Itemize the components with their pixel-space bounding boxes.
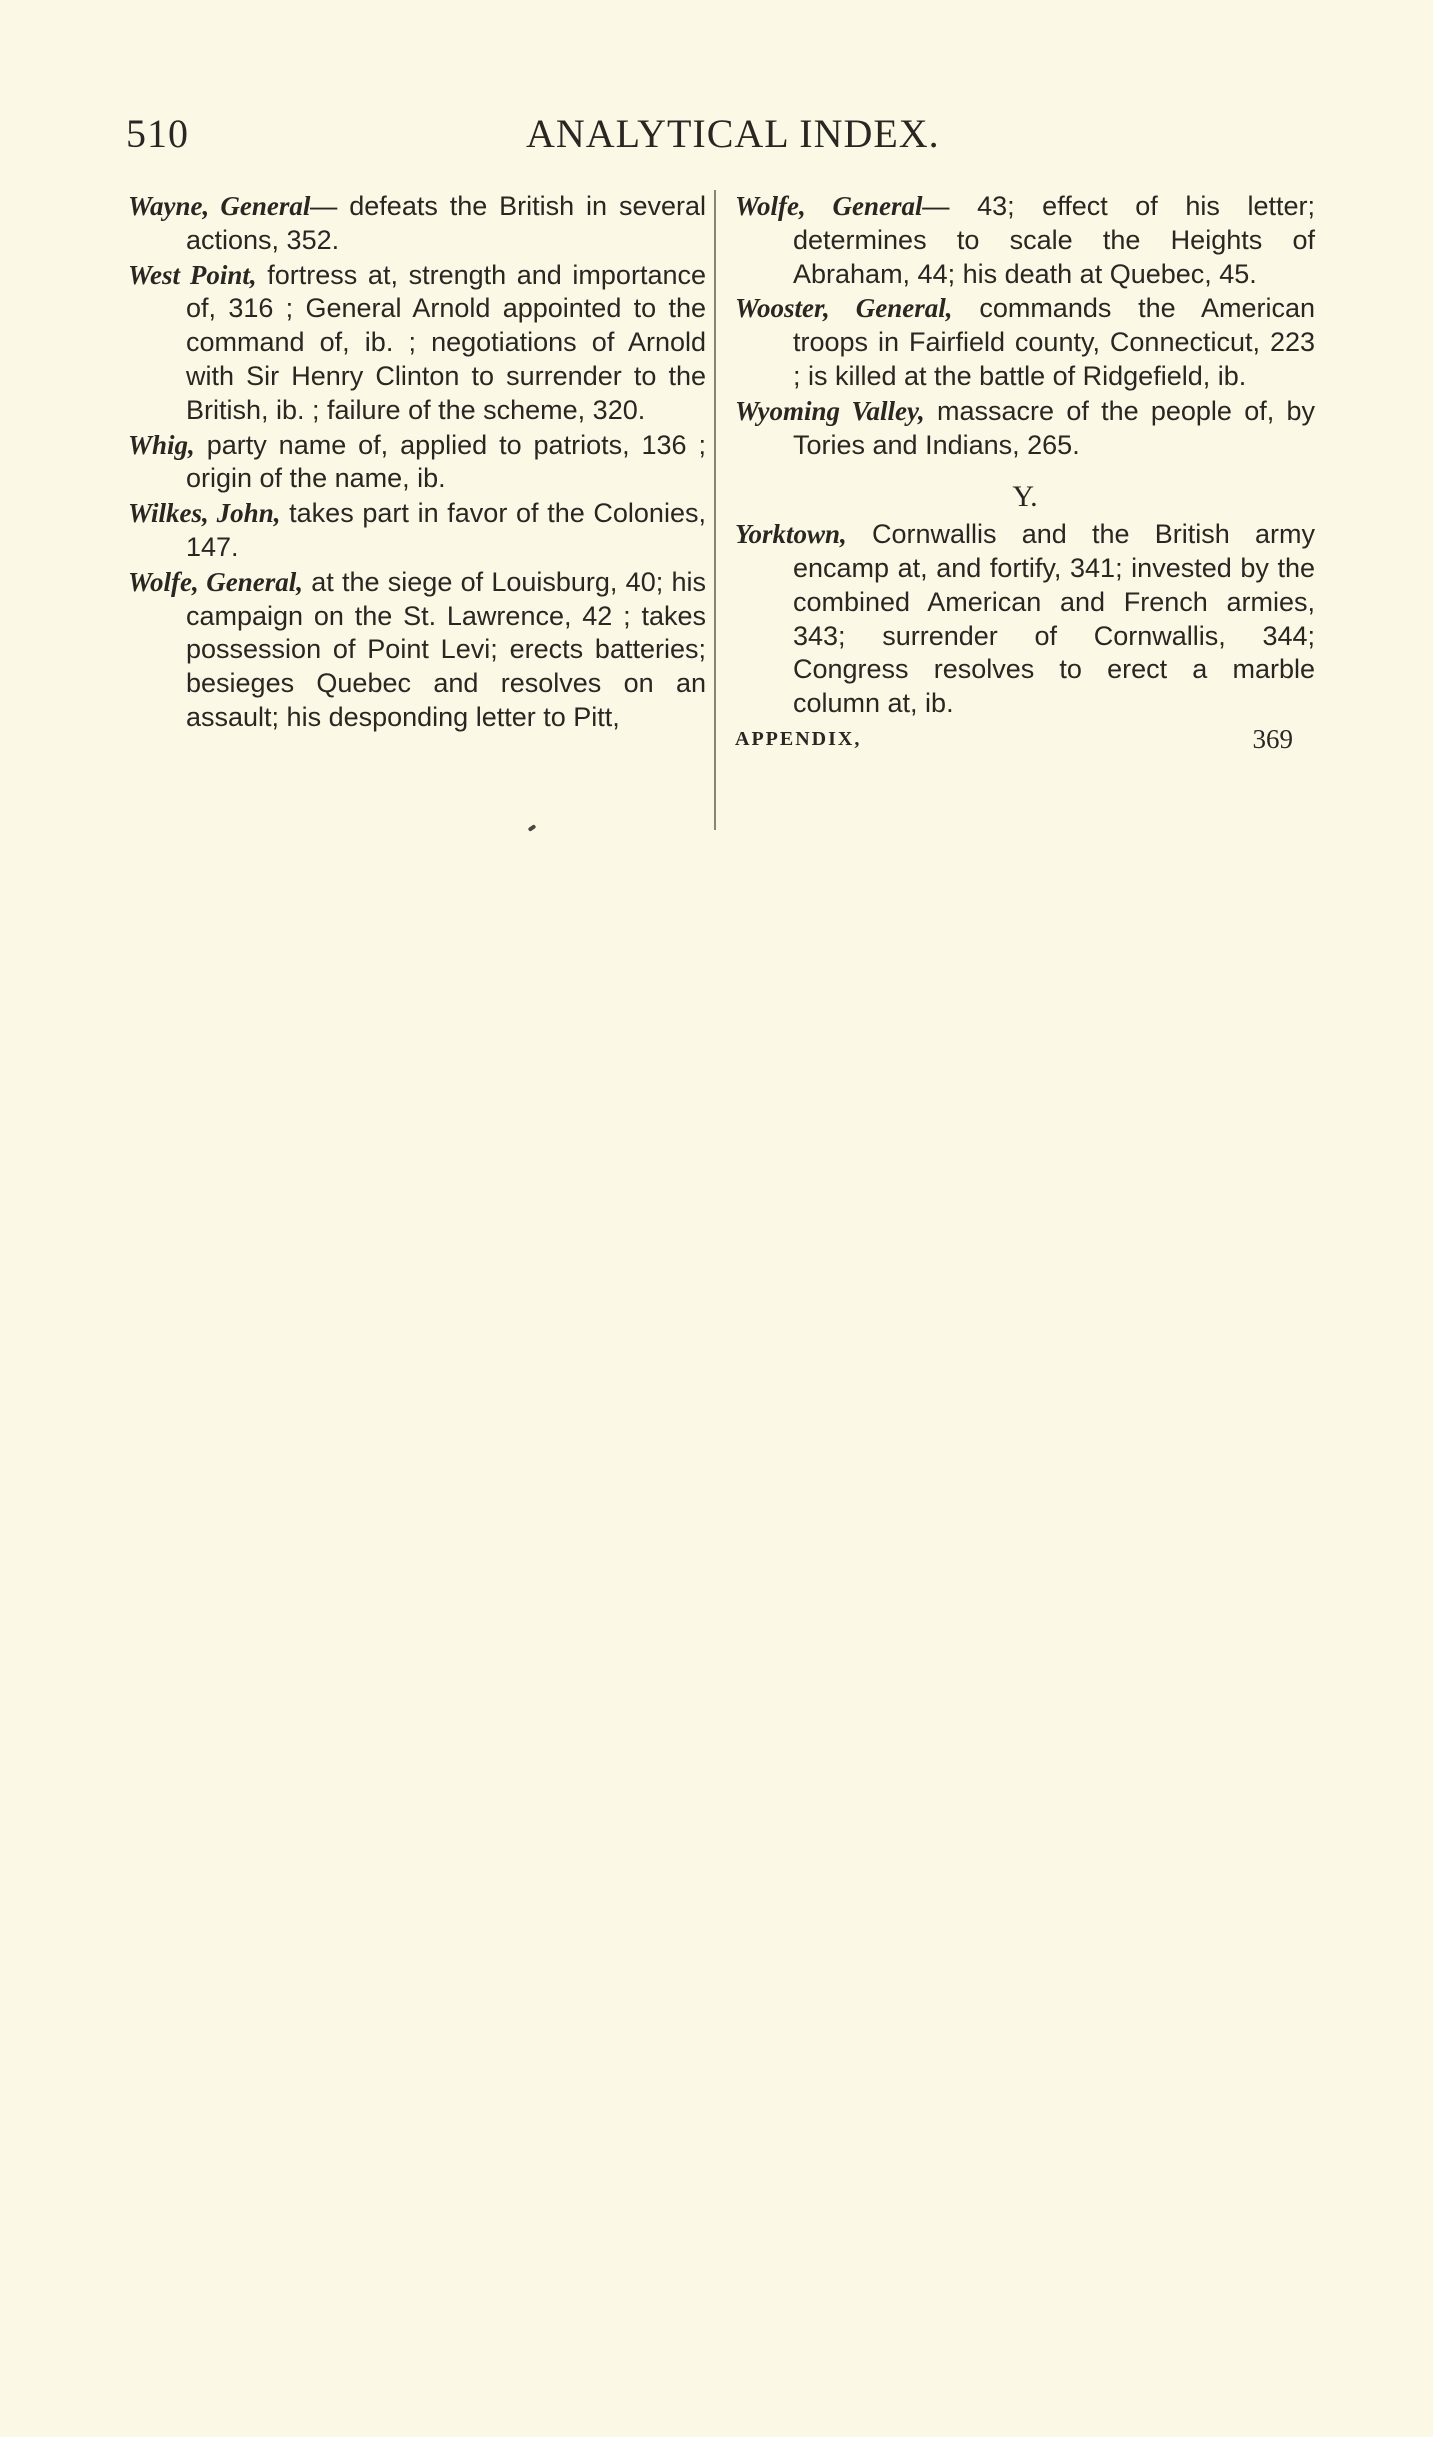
entry-text: fortress at, strength and importance of, 316 ; General Arnold appointed to the command of, ib. ; negotiations of Arnold with Sir Henry Clinton to surrender to the British, ib. ; failure of the scheme, 320. [186, 259, 706, 425]
column-footer [735, 723, 1315, 757]
index-column-left [128, 190, 706, 735]
index-entry [735, 292, 1315, 393]
section-letter: Y. [1012, 480, 1038, 514]
index-entry [128, 429, 706, 497]
appendix-page-number: 369 [1252, 723, 1293, 754]
entry-head: Wolfe, General, [128, 566, 303, 597]
index-column-right [735, 190, 1315, 757]
entry-text: 43; effect of his letter; determines to scale the Heights of Abraham, 44; his death at Quebec, 45. [793, 191, 1315, 289]
appendix-label: APPENDIX, [735, 727, 862, 750]
entry-text: Cornwallis and the British army encamp at, and fortify, 341; invested by the combined American and French armies, 343; surrender of Cornwallis, 344; Congress resolves to erect a marble column at, ib. [793, 519, 1315, 719]
entry-head: Yorktown, [735, 519, 847, 550]
entry-head: Wilkes, John, [128, 498, 281, 529]
entry-text: takes part in favor of the Colonies, 147. [186, 498, 706, 562]
entry-text: at the siege of Louisburg, 40; his campaign on the St. Lawrence, 42 ; takes possession of Point Levi; erects batteries; besieges Quebec and resolves on an assault; his desponding letter to Pitt, [186, 566, 706, 732]
entry-text: party name of, applied to patriots, 136 ; origin of the name, ib. [186, 429, 706, 494]
entry-head: Whig, [128, 429, 195, 460]
index-entry [128, 497, 706, 565]
entry-head: Wyoming Valley, [735, 395, 925, 426]
entry-head: West Point, [128, 259, 257, 290]
column-divider [714, 190, 716, 830]
entry-head: Wooster, General, [735, 293, 953, 324]
entry-text: commands the American troops in Fairfield county, Connecticut, 223 ; is killed at the battle of Ridgefield, ib. [793, 293, 1315, 391]
page-number: 510 [126, 111, 189, 156]
index-entry [735, 395, 1315, 463]
index-entry [735, 190, 1315, 291]
entry-text: massacre of the people of, by Tories and Indians, 265. [793, 395, 1315, 460]
ink-speck [528, 824, 537, 832]
index-entry [128, 566, 706, 735]
running-title: ANALYTICAL INDEX. [526, 111, 940, 156]
entry-text: defeats the British in several actions, 352. [186, 191, 706, 255]
index-entry [735, 518, 1315, 721]
entry-head: Wayne, General— [128, 191, 338, 221]
index-entry [128, 259, 706, 428]
entry-head: Wolfe, General— [735, 191, 950, 221]
index-entry [128, 190, 706, 258]
